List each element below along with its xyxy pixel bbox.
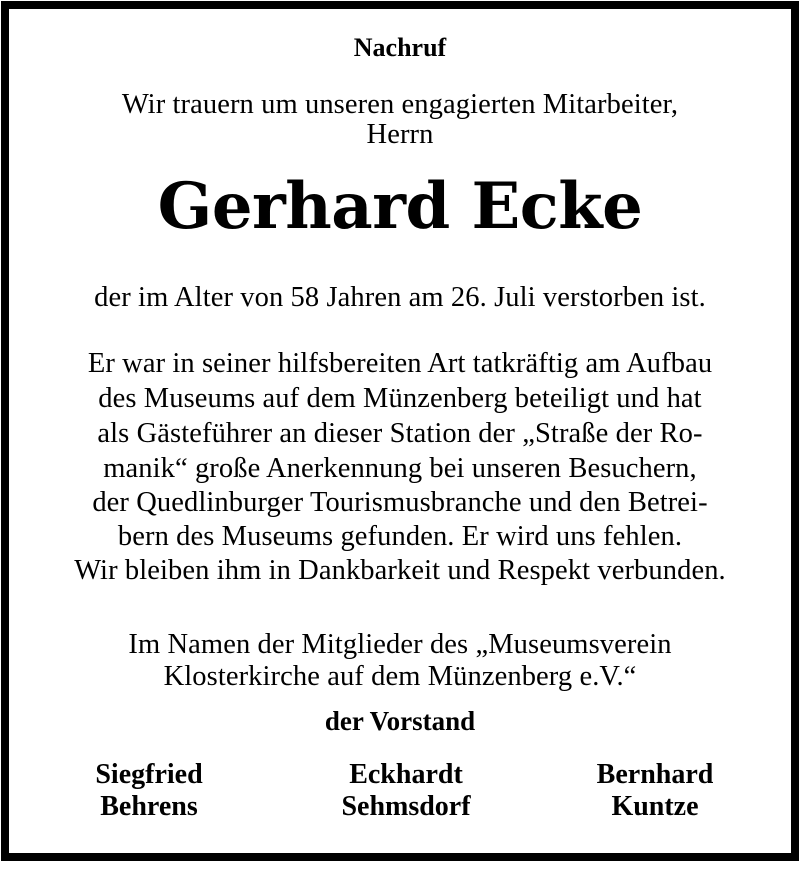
intro-line: Herrn xyxy=(366,119,434,150)
signatory-last-name: Behrens xyxy=(100,791,198,822)
behalf-line: Klosterkirche auf dem Münzenberg e.V.“ xyxy=(163,661,637,692)
tribute-line: als Gästeführer an dieser Station der „Straße der Ro- xyxy=(97,418,703,449)
signatory-last-name: Kuntze xyxy=(611,791,699,822)
tribute-line: Wir bleiben ihm in Dankbarkeit und Respekt verbunden. xyxy=(74,555,726,586)
intro-line: Wir trauern um unseren engagierten Mitarbeiter, xyxy=(121,89,679,120)
signatory-first-name: Eckhardt xyxy=(349,759,463,790)
tribute-line: des Museums auf dem Münzenberg beteiligt und hat xyxy=(98,383,702,414)
tribute-line: der Quedlinburger Tourismusbranche und den Betrei- xyxy=(92,487,708,518)
age-line: der im Alter von 58 Jahren am 26. Juli verstorben ist. xyxy=(94,282,706,313)
tribute-line: Er war in seiner hilfsbereiten Art tatkräftig am Aufbau xyxy=(87,348,713,379)
signatory-first-name: Siegfried xyxy=(95,759,203,790)
deceased-name: Gerhard Ecke xyxy=(157,169,643,244)
signatory-first-name: Bernhard xyxy=(596,759,714,790)
signatory xyxy=(296,759,516,823)
signatory xyxy=(39,759,259,823)
tribute-line: bern des Museums gefunden. Er wird uns fehlen. xyxy=(117,521,683,552)
tribute-line: manik“ große Anerkennung bei unseren Besuchern, xyxy=(103,453,697,484)
signatory-last-name: Sehmsdorf xyxy=(341,791,471,822)
signatory xyxy=(545,759,765,823)
behalf-line: Im Namen der Mitglieder des „Museumsverein xyxy=(128,629,672,660)
notice-heading: Nachruf xyxy=(353,33,447,62)
board-label: der Vorstand xyxy=(324,706,476,736)
obituary-notice xyxy=(1,1,799,861)
